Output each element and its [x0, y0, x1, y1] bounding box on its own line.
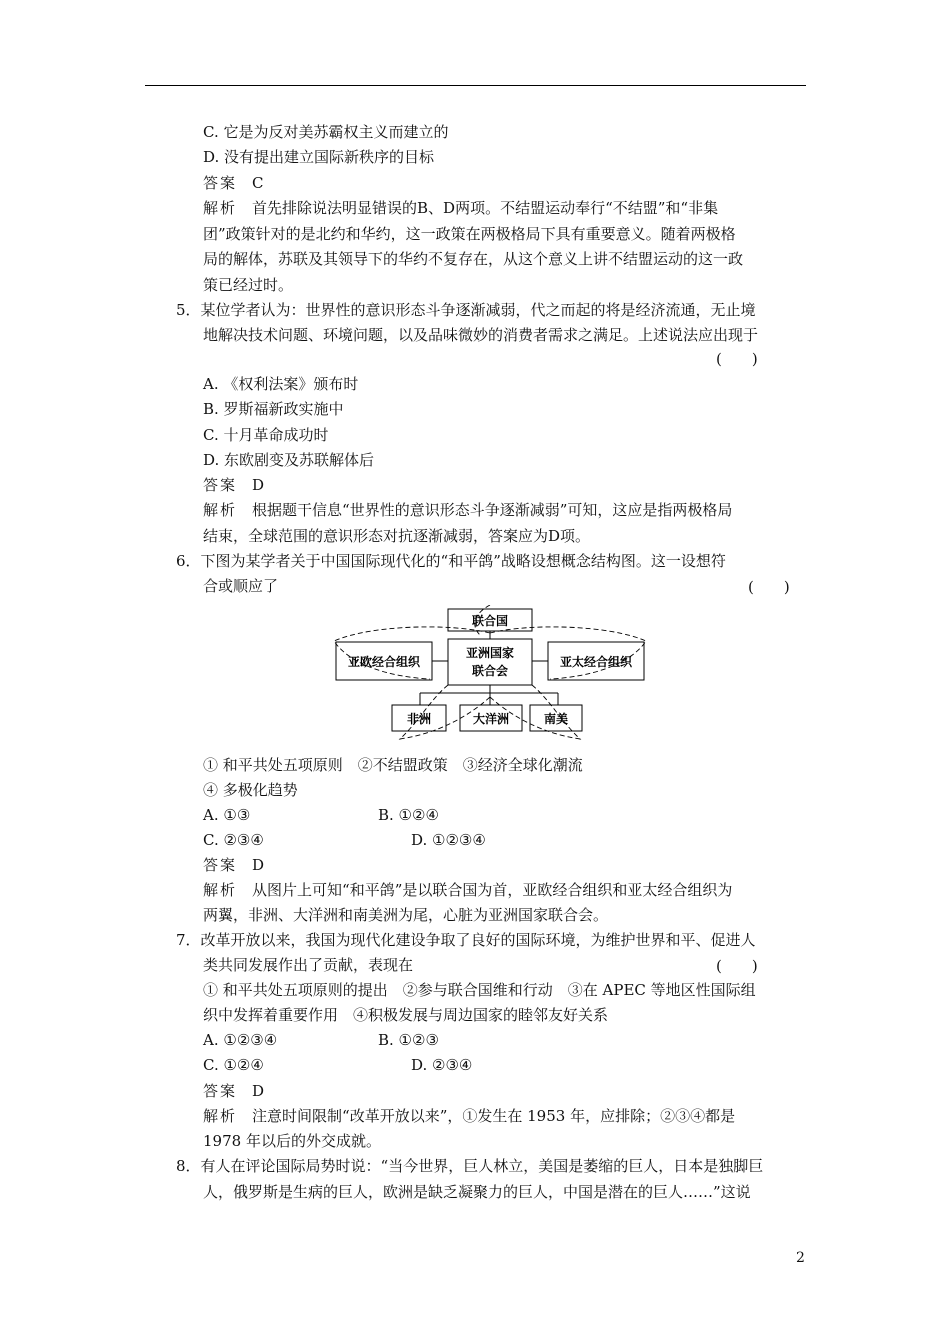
answer-label: 答案 [203, 476, 238, 494]
q4-analysis-line: 团”政策针对的是北约和华约，这一政策在两极格局下具有重要意义。随着两极格 [203, 225, 736, 243]
q5-option-c: C. 十月革命成功时 [203, 426, 329, 444]
answer-label: 答案 [203, 174, 238, 192]
diagram-label-south-america: 南美 [543, 712, 569, 726]
diagram-label-oceania: 大洋洲 [472, 712, 510, 726]
q7-option-b: B. ①②③ [378, 1031, 439, 1049]
q7-answer [203, 1081, 264, 1101]
q6-items-line: ④ 多极化趋势 [203, 781, 298, 799]
q5-stem: 5．某位学者认为：世界性的意识形态斗争逐渐减弱，代之而起的将是经济流通，无止境 [176, 301, 756, 319]
analysis-text: 根据题干信息“世界性的意识形态斗争逐渐减弱”可知，这应是指两极格局 [252, 501, 733, 519]
q7-answer-blank: ( ) [716, 957, 758, 975]
q5-analysis [203, 500, 732, 520]
answer-value: D [252, 476, 265, 494]
peace-dove-diagram [330, 605, 650, 745]
page-number: 2 [796, 1250, 805, 1266]
q7-stem-line: 类共同发展作出了贡献，表现在 [203, 956, 414, 974]
analysis-label: 解析 [203, 199, 238, 217]
diagram-label-center-1: 亚洲国家 [465, 646, 515, 660]
q6-option-b: B. ①②④ [378, 806, 439, 824]
q7-option-d: D. ②③④ [411, 1056, 473, 1074]
q5-option-b: B. 罗斯福新政实施中 [203, 400, 344, 418]
q6-analysis-line: 两翼，非洲、大洋洲和南美洲为尾，心脏为亚洲国家联合会。 [203, 906, 609, 924]
q5-stem-line: 地解决技术问题、环境问题，以及品味微妙的消费者需求之满足。上述说法应出现于 [203, 326, 759, 344]
q5-option-a: A. 《权利法案》颁布时 [203, 375, 359, 393]
q5-analysis-line: 结束，全球范围的意识形态对抗逐渐减弱，答案应为D项。 [203, 527, 591, 545]
diagram-label-left: 亚欧经合组织 [347, 655, 421, 669]
header-rule [145, 85, 806, 86]
q4-analysis-line: 局的解体，苏联及其领导下的华约不复存在，从这个意义上讲不结盟运动的这一政 [203, 250, 744, 268]
q6-option-a: A. ①③ [203, 806, 251, 824]
q7-items: ① 和平共处五项原则的提出 ②参与联合国维和行动 ③在 APEC 等地区性国际组 [203, 981, 756, 999]
analysis-label: 解析 [203, 1107, 238, 1125]
analysis-label: 解析 [203, 881, 238, 899]
diagram-label-africa: 非洲 [406, 712, 432, 726]
analysis-text: 从图片上可知“和平鸽”是以联合国为首，亚欧经合组织和亚太经合组织为 [252, 881, 733, 899]
answer-label: 答案 [203, 1082, 238, 1100]
q8-stem-line: 人，俄罗斯是生病的巨人，欧洲是缺乏凝聚力的巨人，中国是潜在的巨人……”这说 [203, 1183, 751, 1201]
q4-analysis [203, 198, 718, 218]
q4-option-d: D. 没有提出建立国际新秩序的目标 [203, 148, 435, 166]
q7-stem: 7．改革开放以来，我国为现代化建设争取了良好的国际环境，为维护世界和平、促进人 [176, 931, 756, 949]
diagram-label-un: 联合国 [471, 614, 509, 628]
analysis-text: 注意时间限制“改革开放以来”，①发生在 1953 年，应排除；②③④都是 [252, 1107, 736, 1125]
q7-option-a: A. ①②③④ [203, 1031, 278, 1049]
answer-label: 答案 [203, 856, 238, 874]
q7-items-line: 织中发挥着重要作用 ④积极发展与周边国家的睦邻友好关系 [203, 1006, 609, 1024]
q7-analysis-line: 1978 年以后的外交成就。 [203, 1132, 381, 1150]
answer-value: D [252, 1082, 265, 1100]
answer-value: C [252, 174, 264, 192]
diagram-label-right: 亚太经合组织 [559, 655, 633, 669]
analysis-text: 首先排除说法明显错误的B、D两项。不结盟运动奉行“不结盟”和“非集 [252, 199, 719, 217]
q4-analysis-line: 策已经过时。 [203, 276, 294, 294]
q7-option-c: C. ①②④ [203, 1056, 264, 1074]
q4-option-c: C. 它是为反对美苏霸权主义而建立的 [203, 123, 449, 141]
q6-option-d: D. ①②③④ [411, 831, 486, 849]
q4-answer [203, 173, 264, 193]
q5-answer [203, 475, 264, 495]
q7-analysis [203, 1106, 735, 1126]
q6-stem: 6．下图为某学者关于中国国际现代化的“和平鸽”战略设想概念结构图。这一设想符 [176, 552, 726, 570]
diagram-label-center-2: 联合会 [471, 664, 509, 678]
q8-stem: 8．有人在评论国际局势时说：“当今世界，巨人林立，美国是萎缩的巨人，日本是独脚巨 [176, 1157, 764, 1175]
analysis-label: 解析 [203, 501, 238, 519]
q6-items: ① 和平共处五项原则 ②不结盟政策 ③经济全球化潮流 [203, 756, 583, 774]
q5-answer-blank: ( ) [716, 350, 758, 368]
q6-stem-line: 合或顺应了 [203, 577, 279, 595]
q6-answer-blank: ( ) [748, 578, 790, 596]
answer-value: D [252, 856, 265, 874]
q6-analysis [203, 880, 732, 900]
q6-option-c: C. ②③④ [203, 831, 264, 849]
q5-option-d: D. 东欧剧变及苏联解体后 [203, 451, 375, 469]
q6-answer [203, 855, 264, 875]
